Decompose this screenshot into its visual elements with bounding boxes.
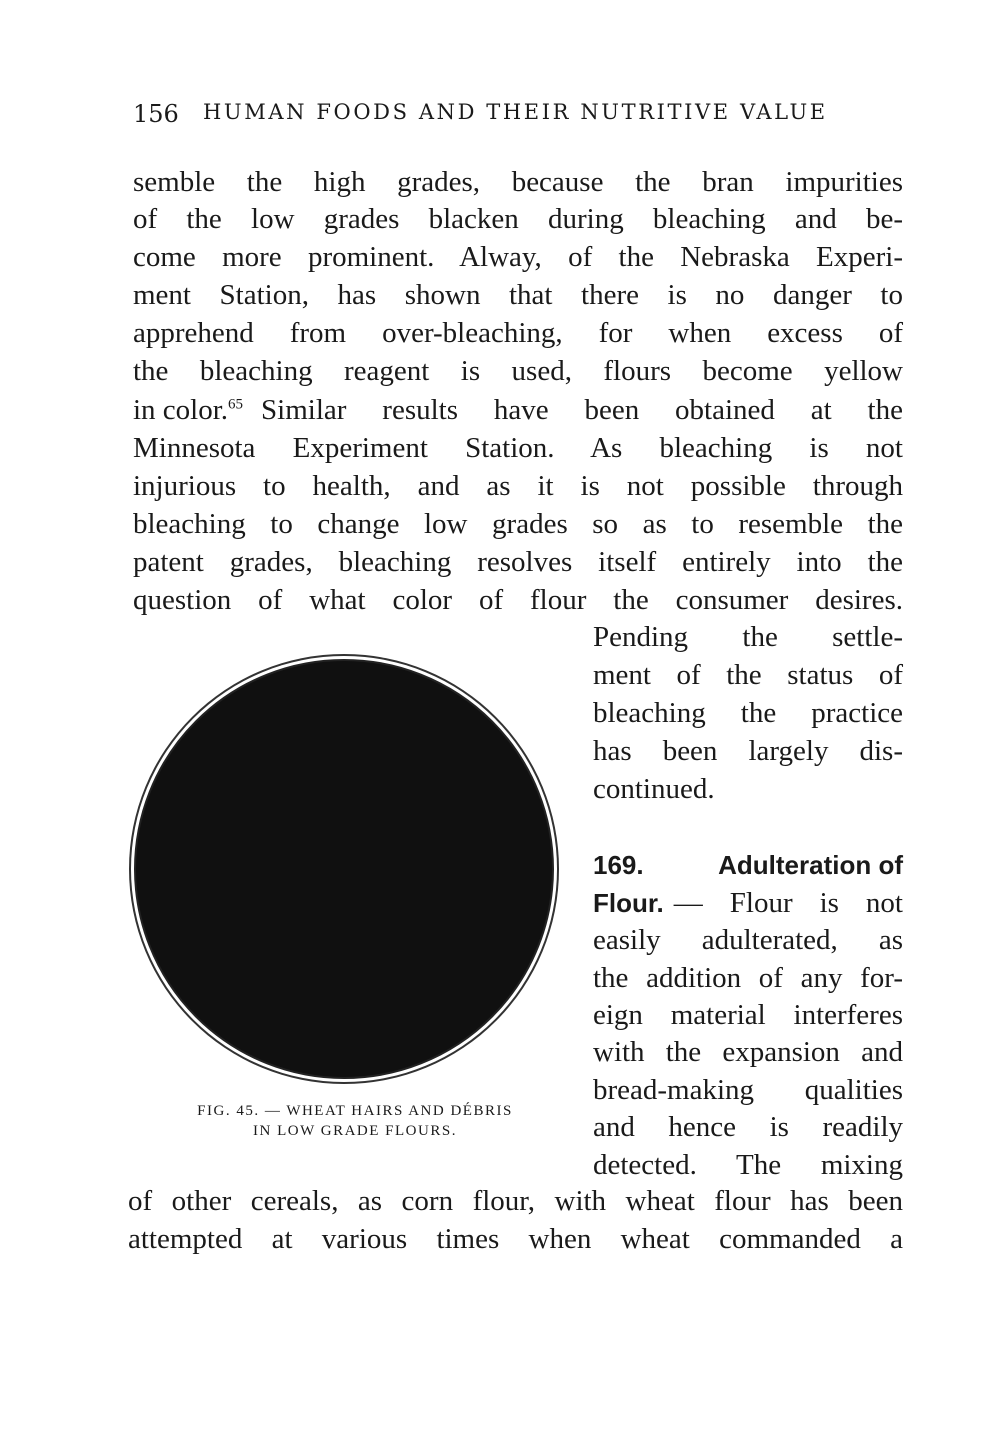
text-line: Pending the settle- [593, 621, 903, 653]
section-number: 169. [593, 850, 644, 880]
text-line: the addition of any for- [593, 962, 903, 994]
text-line: of the low grades blacken during bleaching and be- [133, 203, 903, 235]
text-fragment: Similar results have been obtained at the [261, 394, 903, 426]
text-fragment: — Flour is not [673, 887, 903, 919]
text-line: ment Station, has shown that there is no danger to [133, 279, 903, 311]
text-line: bleaching to change low grades so as to resemble the [133, 508, 903, 540]
figure-microscope-image [134, 659, 554, 1079]
page-number: 156 [133, 100, 179, 128]
section-title: Adulteration of [718, 850, 903, 880]
text-line: patent grades, bleaching resolves itself entirely into the [133, 546, 903, 578]
section-heading [593, 846, 903, 884]
text-line: question of what color of flour the consumer desires. [133, 584, 903, 616]
figure-caption: IN LOW GRADE FLOURS. [253, 1123, 457, 1139]
text-line: detected. The mixing [593, 1149, 903, 1181]
text-line: easily adulterated, as [593, 924, 903, 956]
text-line: continued. [593, 773, 715, 805]
text-line: eign material interferes [593, 999, 903, 1031]
text-line [593, 884, 903, 922]
text-line: bleaching the practice [593, 697, 903, 729]
text-line: with the expansion and [593, 1036, 903, 1068]
text-line: ment of the status of [593, 659, 903, 691]
text-line: Minnesota Experiment Station. As bleaching is not [133, 432, 903, 464]
running-title: HUMAN FOODS AND THEIR NUTRITIVE VALUE [203, 100, 828, 124]
figure-caption: FIG. 45. — WHEAT HAIRS AND DÉBRIS [197, 1103, 513, 1119]
text-line: the bleaching reagent is used, flours become yellow [133, 355, 903, 387]
text-fragment: in color. [133, 394, 229, 426]
text-line: and hence is readily [593, 1111, 903, 1143]
text-line: has been largely dis- [593, 735, 903, 767]
text-line: apprehend from over-bleaching, for when excess of [133, 317, 903, 349]
text-fragment [133, 391, 243, 429]
text-line: come more prominent. Alway, of the Nebraska Experi- [133, 241, 903, 273]
footnote-reference: 65 [228, 396, 244, 413]
text-line: bread-making qualities [593, 1074, 903, 1106]
text-line: attempted at various times when wheat commanded a [128, 1223, 903, 1255]
section-title-cont: Flour. [593, 888, 664, 918]
text-line: semble the high grades, because the bran impurities [133, 166, 903, 198]
text-line: of other cereals, as corn flour, with wheat flour has been [128, 1185, 903, 1217]
text-line: injurious to health, and as it is not possible through [133, 470, 903, 502]
text-line [133, 391, 903, 429]
